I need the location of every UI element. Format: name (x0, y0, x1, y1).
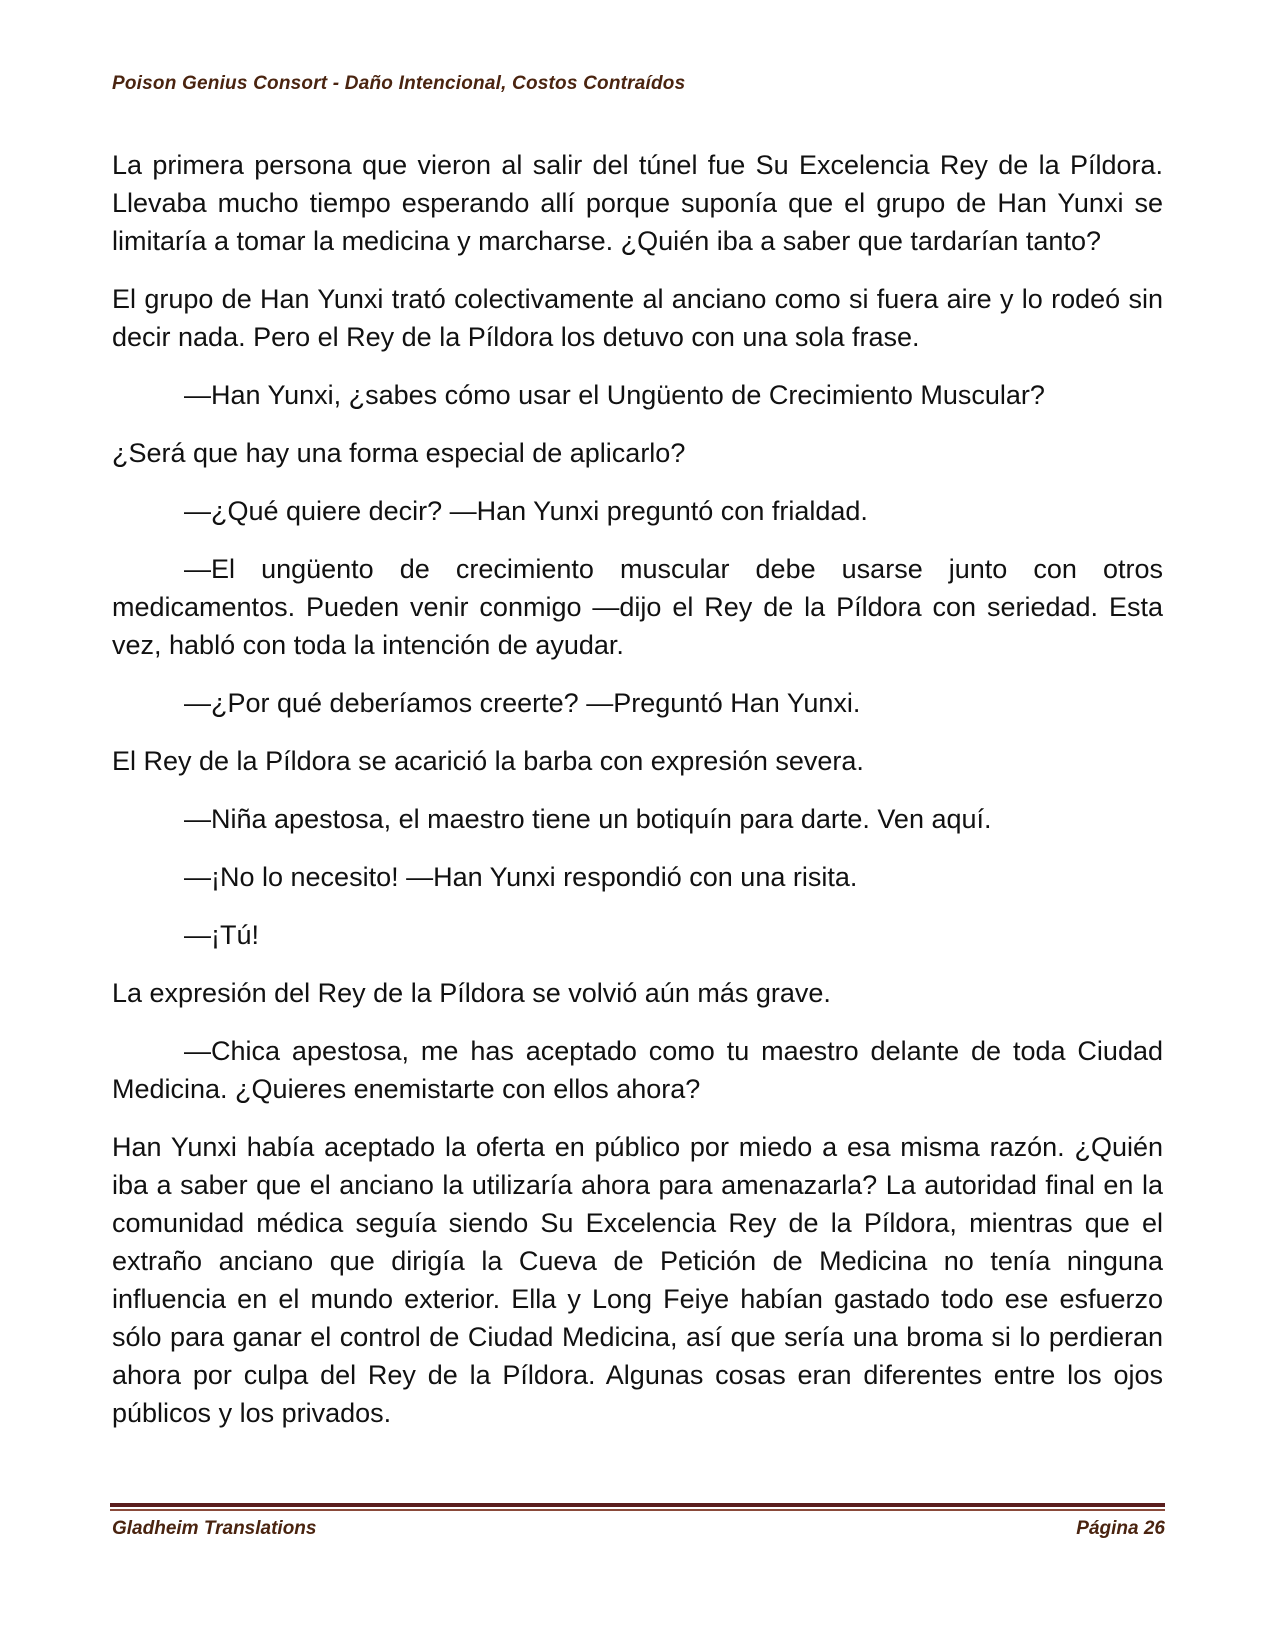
footer-page-number: Página 26 (1076, 1518, 1165, 1539)
footer-divider-thick (110, 1503, 1165, 1507)
paragraph-narration: El Rey de la Píldora se acarició la barba con expresión severa. (112, 746, 864, 776)
paragraph-narration: El grupo de Han Yunxi trató colectivamente al anciano como si fuera aire y lo rodeó sin decir nada. Pero el Rey de la Píldora los detuvo con una sola frase. (112, 284, 1163, 352)
paragraph-dialog: —¡No lo necesito! —Han Yunxi respondió con una risita. (184, 862, 858, 892)
page-body (112, 146, 1163, 1452)
paragraph-dialog: —El ungüento de crecimiento muscular debe usarse junto con otros medicamentos. Pueden venir conmigo —dijo el Rey de la Píldora con seriedad. Esta vez, habló con toda la intención de ayudar. (112, 554, 1163, 660)
footer-publisher: Gladheim Translations (112, 1518, 317, 1539)
paragraph-narration: La expresión del Rey de la Píldora se volvió aún más grave. (112, 978, 831, 1008)
paragraph-narration: Han Yunxi había aceptado la oferta en público por miedo a esa misma razón. ¿Quién iba a saber que el anciano la utilizaría ahora para amenazarla? La autoridad final en la comunidad médica seguía siendo Su Excelencia Rey de la Píldora, mientras que el extraño anciano que dirigía la Cueva de Petición de Medicina no tenía ninguna influencia en el mundo exterior. Ella y Long Feiye habían gastado todo ese esfuerzo sólo para ganar el control de Ciudad Medicina, así que sería una broma si lo perdieran ahora por culpa del Rey de la Píldora. Algunas cosas eran diferentes entre los ojos públicos y los privados. (112, 1132, 1163, 1428)
paragraph-dialog: —Chica apestosa, me has aceptado como tu maestro delante de toda Ciudad Medicina. ¿Quieres enemistarte con ellos ahora? (112, 1036, 1163, 1104)
paragraph-dialog: —¿Qué quiere decir? —Han Yunxi preguntó con frialdad. (184, 496, 868, 526)
footer-divider-thin (110, 1509, 1165, 1511)
footer-divider (110, 1503, 1165, 1512)
page-header-title: Poison Genius Consort - Daño Intencional, Costos Contraídos (112, 73, 686, 94)
paragraph-dialog: —Niña apestosa, el maestro tiene un botiquín para darte. Ven aquí. (184, 804, 992, 834)
paragraph-dialog: —Han Yunxi, ¿sabes cómo usar el Ungüento de Crecimiento Muscular? (184, 380, 1045, 410)
paragraph-dialog: —¡Tú! (184, 920, 260, 950)
paragraph-narration: La primera persona que vieron al salir del túnel fue Su Excelencia Rey de la Píldora. Llevaba mucho tiempo esperando allí porque suponía que el grupo de Han Yunxi se limitaría a tomar la medicina y marcharse. ¿Quién iba a saber que tardarían tanto? (112, 150, 1163, 256)
paragraph-narration: ¿Será que hay una forma especial de aplicarlo? (112, 438, 686, 468)
paragraph-dialog: —¿Por qué deberíamos creerte? —Preguntó Han Yunxi. (184, 688, 861, 718)
